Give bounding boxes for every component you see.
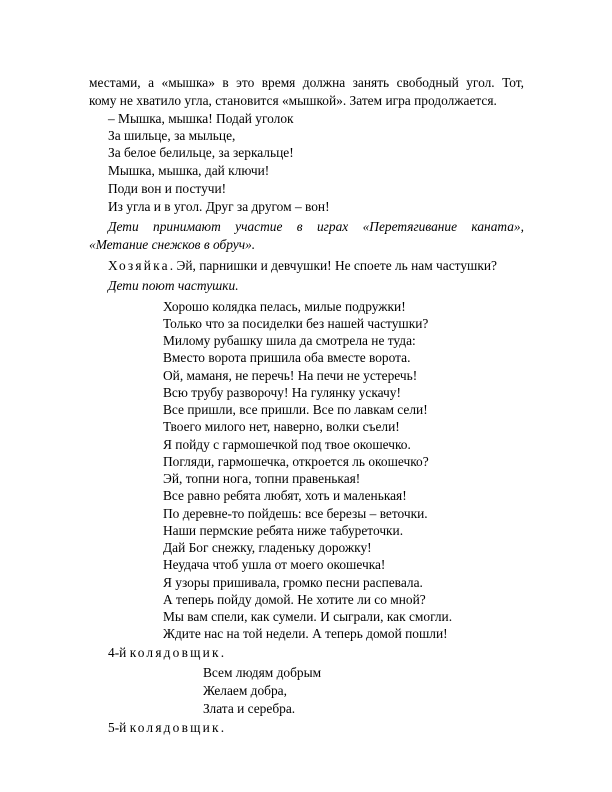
caroler-4-heading xyxy=(108,644,224,661)
word: угол. xyxy=(466,75,495,90)
chastushka-line: Я узоры пришивала, громко песни распевала. xyxy=(163,575,423,590)
word: а xyxy=(148,75,155,90)
word: это xyxy=(236,75,255,90)
chastushka-line: Мы вам спели, как сумели. И сыграли, как смогли. xyxy=(163,609,453,624)
word: Дети xyxy=(108,219,139,234)
chastushka-line: Милому рубашку шила да смотрела не туда: xyxy=(163,333,416,348)
chastushka-line: Всю трубу разворочу! На гулянку ускачу! xyxy=(163,385,401,400)
rhyme-line: За шильце, за мыльце, xyxy=(108,128,236,143)
word: в xyxy=(222,75,229,90)
chastushka-line: А теперь пойду домой. Не хотите ли со мной? xyxy=(163,592,426,607)
word: «мышка» xyxy=(161,75,215,90)
rhyme-line: За белое белильце, за зеркальце! xyxy=(108,145,294,160)
rhyme-line: Из угла и в угол. Друг за другом – вон! xyxy=(108,199,330,214)
stage-direction-1-line-2: «Метание снежков в обруч». xyxy=(89,237,256,252)
caroler-title: колядовщик xyxy=(129,645,221,660)
chastushka-line: Только что за посиделки без нашей частушки? xyxy=(163,316,429,331)
word: играх xyxy=(316,219,349,234)
word: участие xyxy=(235,219,283,234)
chastushka-line: Дай Бог снежку, гладеньку дорожку! xyxy=(163,540,372,555)
rhyme-line: Мышка, мышка, дай ключи! xyxy=(108,163,270,178)
word: местами, xyxy=(89,75,141,90)
speech: . Эй, парнишки и девчушки! Не споете ль нам частушки? xyxy=(169,258,497,273)
chastushka-line: Погляди, гармошечка, откроется ль окошечко? xyxy=(163,454,429,469)
chastushka-line: По деревне-то пойдешь: все березы – веточки. xyxy=(163,506,428,521)
caroler-dot: . xyxy=(220,720,225,735)
caroler-5-heading xyxy=(108,719,224,736)
word: должна xyxy=(302,75,346,90)
word: в xyxy=(296,219,303,234)
chastushka-line: Я пойду с гармошечкой под твое окошечко. xyxy=(163,437,411,452)
caroler-4-line: Желаем добра, xyxy=(203,683,287,698)
caroler-4-line: Всем людям добрым xyxy=(203,665,322,680)
word: принимают xyxy=(153,219,221,234)
rhyme-line: Поди вон и постучи! xyxy=(108,181,227,196)
intro-line-2: кому не хватило угла, становится «мышкой». Затем игра продолжается. xyxy=(89,93,497,108)
word: Тот, xyxy=(502,75,524,90)
word: занять xyxy=(352,75,390,90)
caroler-dot: . xyxy=(220,645,225,660)
chastushka-line: Все пришли, все пришли. Все по лавкам сели! xyxy=(163,402,428,417)
chastushka-line: Эй, топни нога, топни правенькая! xyxy=(163,471,361,486)
word: свободный xyxy=(396,75,459,90)
hostess-line xyxy=(108,257,497,274)
word: каната», xyxy=(471,219,524,234)
caroler-number: 5-й xyxy=(108,720,127,735)
chastushka-line: Твоего милого нет, наверно, волки съели! xyxy=(163,419,400,434)
chastushka-line: Наши пермские ребята ниже табуреточки. xyxy=(163,523,404,538)
chastushka-line: Вместо ворота пришила оба вместе ворота. xyxy=(163,350,411,365)
chastushka-line: Неудача чтоб ушла от моего окошечка! xyxy=(163,557,386,572)
chastushka-line: Ой, маманя, не перечь! На печи не устеречь! xyxy=(163,368,418,383)
chastushka-line: Хорошо колядка пелась, милые подружки! xyxy=(163,299,406,314)
word: время xyxy=(261,75,296,90)
intro-line-1 xyxy=(89,74,524,91)
chastushka-line: Все равно ребята любят, хоть и маленькая! xyxy=(163,488,407,503)
stage-direction-1 xyxy=(108,218,524,235)
word: «Перетягивание xyxy=(362,219,458,234)
chastushka-line: Ждите нас на той недели. А теперь домой пошли! xyxy=(163,626,448,641)
rhyme-line: – Мышка, мышка! Подай уголок xyxy=(108,111,294,126)
caroler-4-line: Злата и серебра. xyxy=(203,701,296,716)
caroler-title: колядовщик xyxy=(129,720,221,735)
stage-direction-2: Дети поют частушки. xyxy=(108,278,239,293)
speaker-name: Хозяйка xyxy=(108,258,170,273)
caroler-number: 4-й xyxy=(108,645,127,660)
